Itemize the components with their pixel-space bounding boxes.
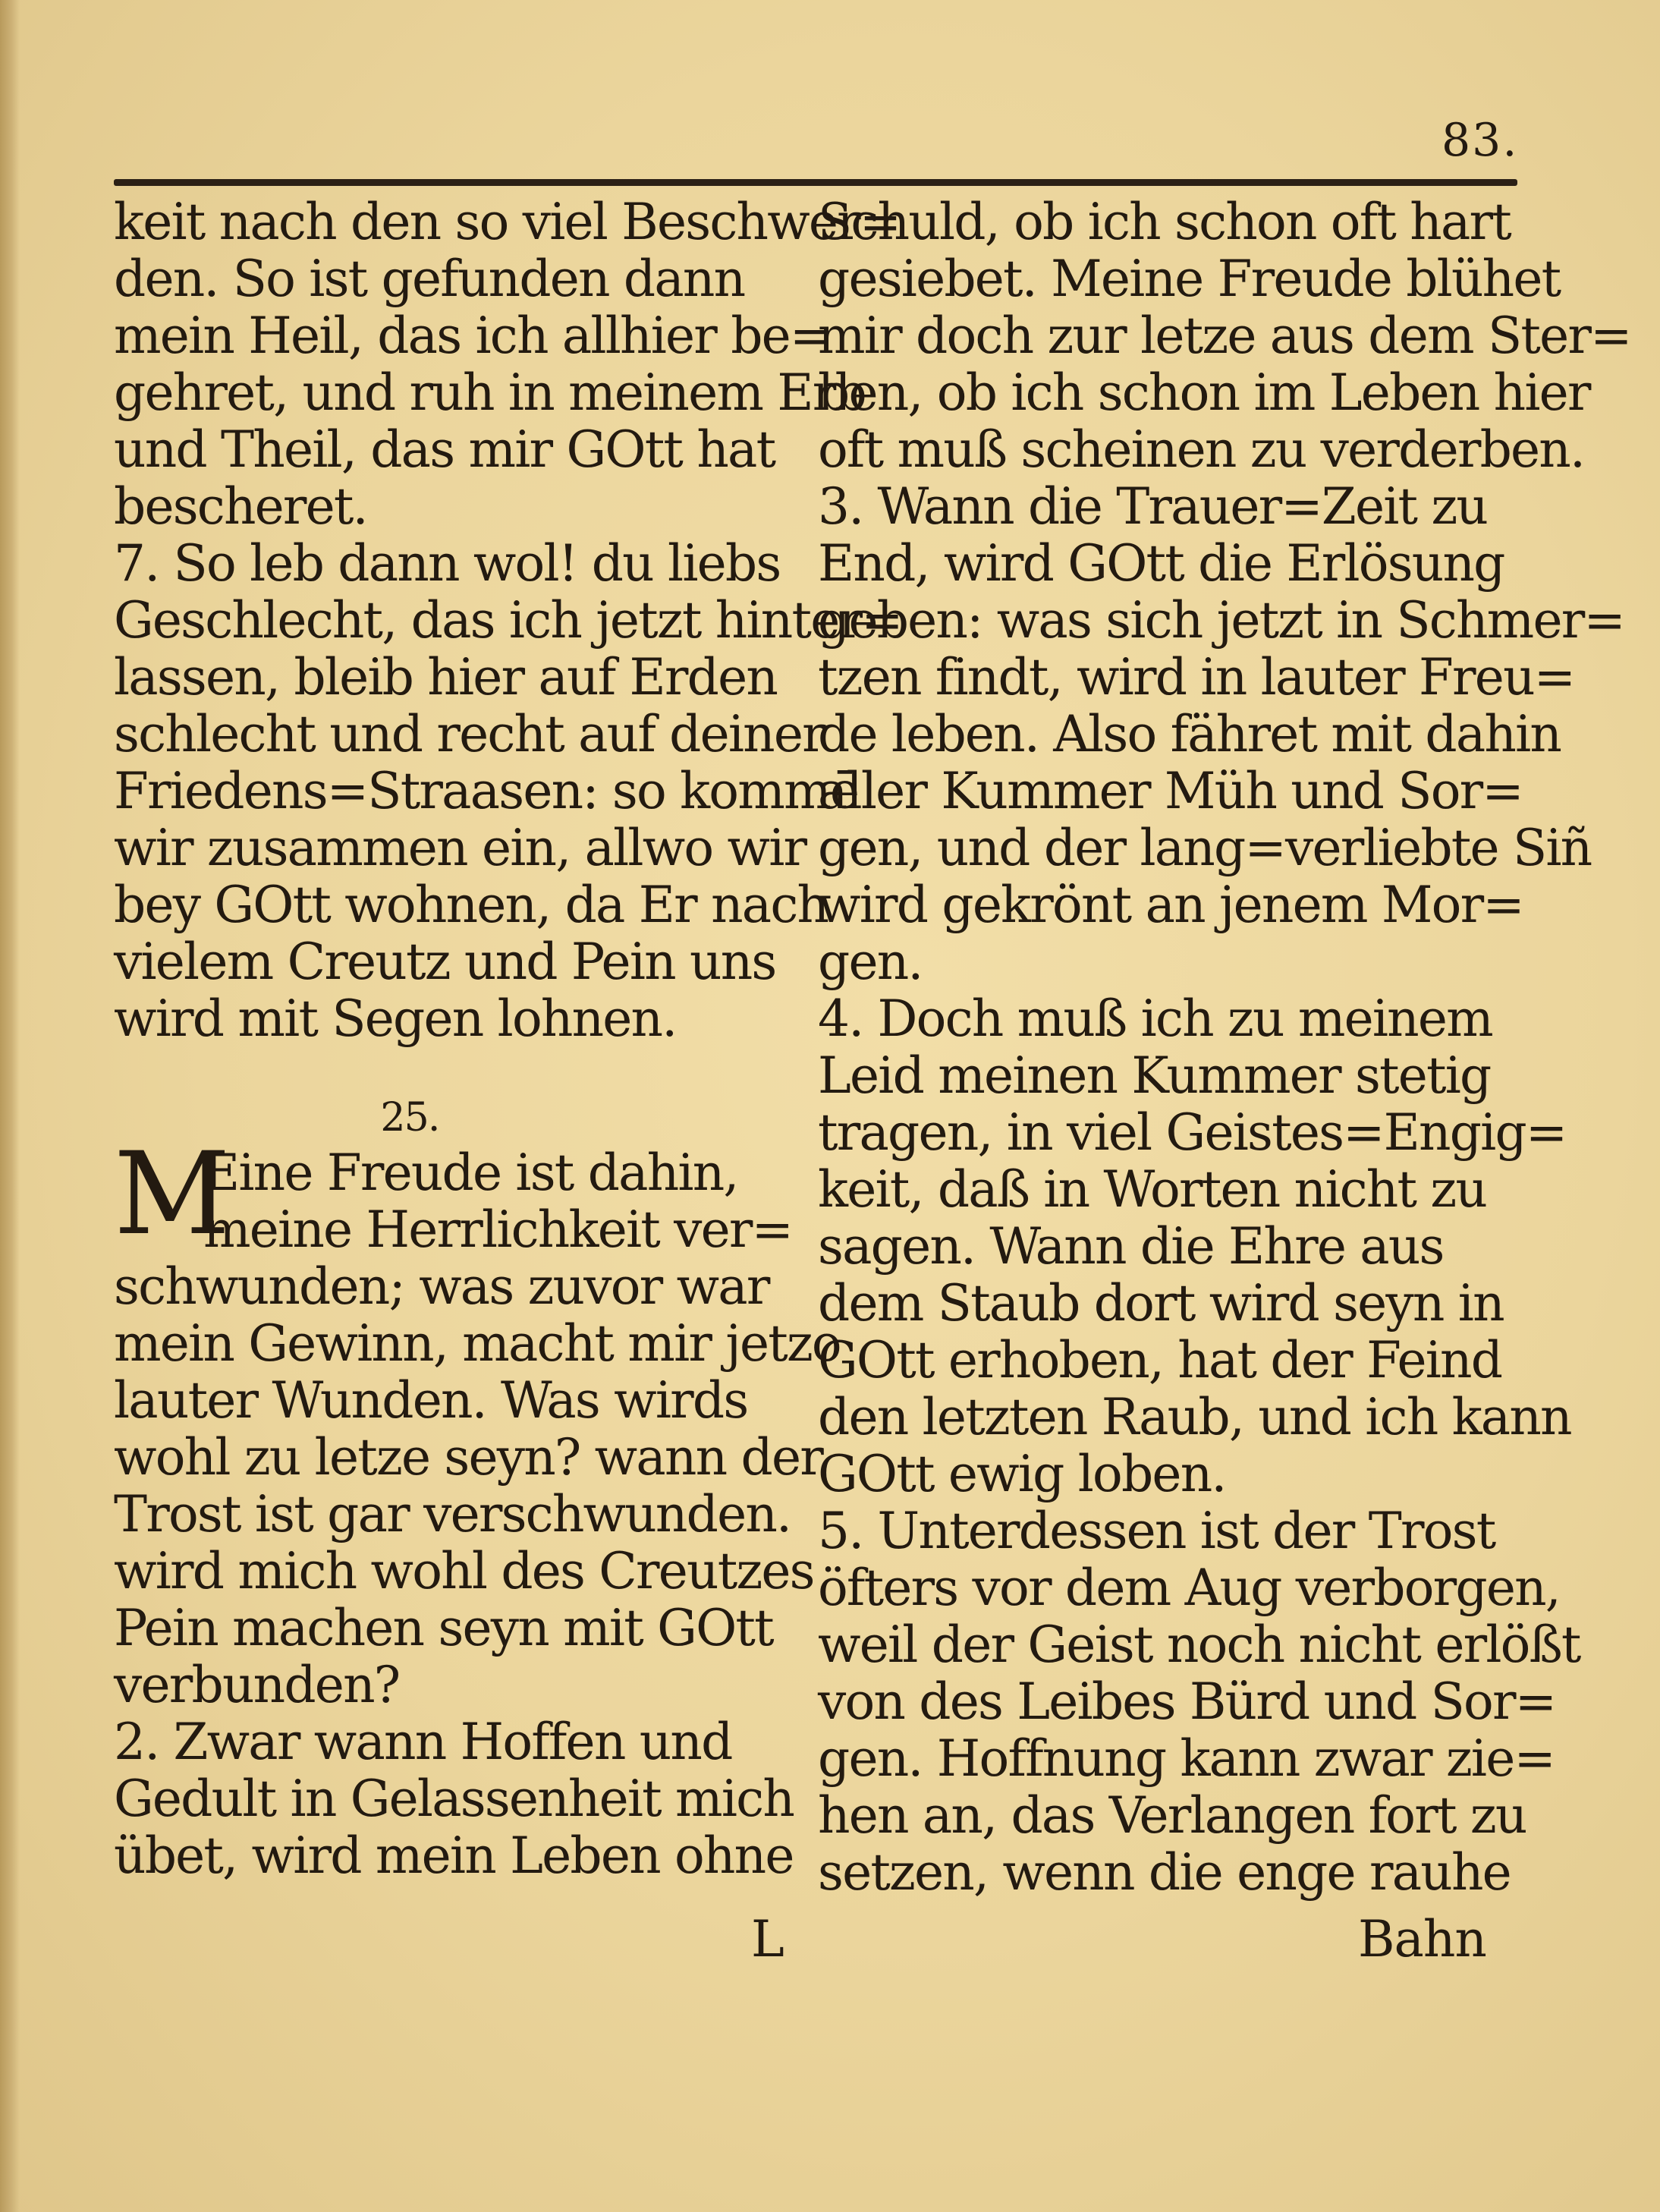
text-line: oft muß scheinen zu verderben.	[818, 420, 1585, 479]
text-line: gehret, und ruh in meinem Erb	[114, 363, 866, 422]
text-line: GOtt erhoben, hat der Feind	[818, 1331, 1502, 1389]
text-line: sagen. Wann die Ehre aus	[818, 1217, 1444, 1276]
text-line: schlecht und recht auf deiner	[114, 705, 825, 763]
text-line: ben, ob ich schon im Leben hier	[818, 363, 1590, 422]
stanza-gap	[114, 1047, 789, 1091]
right-text-column	[818, 193, 1631, 1902]
text-line: Trost ist gar verschwunden.	[114, 1485, 791, 1543]
text-line: übet, wird mein Leben ohne	[114, 1827, 794, 1885]
text-line: den letzten Raub, und ich kann	[818, 1388, 1571, 1446]
text-line: 3. Wann die Trauer=Zeit zu	[818, 477, 1488, 536]
hymn-number: 25.	[380, 1095, 439, 1141]
header-rule	[114, 179, 1517, 186]
text-line: setzen, wenn die enge rauhe	[818, 1843, 1511, 1902]
text-line: 2. Zwar wann Hoffen und	[114, 1713, 732, 1771]
text-line: gen. Hoffnung kann zwar zie=	[818, 1729, 1555, 1788]
text-line: gen.	[818, 933, 923, 991]
text-line: weil der Geist noch nicht erlößt	[818, 1616, 1580, 1674]
text-line: wird mich wohl des Creutzes	[114, 1542, 814, 1600]
text-line: Friedens=Straasen: so kommē	[114, 762, 859, 820]
text-line: bey GOtt wohnen, da Er nach	[114, 876, 828, 934]
text-line: Eine Freude ist dahin,	[203, 1144, 738, 1202]
text-line: Gedult in Gelassenheit mich	[114, 1770, 794, 1828]
left-column-lower-text	[114, 1257, 841, 1885]
text-line: wohl zu letze seyn? wann der	[114, 1428, 822, 1487]
text-line: den. So ist gefunden dann	[114, 250, 745, 308]
catchword: Bahn	[1358, 1910, 1486, 1968]
text-line: schwunden; was zuvor war	[114, 1257, 769, 1316]
text-line: bescheret.	[114, 477, 367, 536]
text-line: und Theil, das mir GOtt hat	[114, 420, 775, 479]
text-line: 7. So leb dann wol! du liebs	[114, 534, 781, 593]
text-line: tragen, in viel Geistes=Engig=	[818, 1103, 1567, 1162]
right-column-text	[818, 193, 1631, 1902]
text-line: End, wird GOtt die Erlösung	[818, 534, 1504, 593]
text-line: wird mit Segen lohnen.	[114, 990, 677, 1048]
text-line: aller Kummer Müh und Sor=	[818, 762, 1523, 820]
text-line: meine Herrlichkeit ver=	[203, 1200, 793, 1259]
text-line: Schuld, ob ich schon oft hart	[818, 193, 1511, 251]
text-line: lauter Wunden. Was wirds	[114, 1371, 748, 1430]
text-line: keit nach den so viel Beschwer=	[114, 193, 901, 251]
text-line: tzen findt, wird in lauter Freu=	[818, 648, 1575, 706]
text-line: Pein machen seyn mit GOtt	[114, 1599, 773, 1657]
text-line: gen, und der lang=verliebte Siñ	[818, 819, 1592, 877]
text-line: dem Staub dort wird seyn in	[818, 1274, 1504, 1333]
text-line: de leben. Also fähret mit dahin	[818, 705, 1561, 763]
text-line: 5. Unterdessen ist der Trost	[818, 1502, 1495, 1560]
page-number: 83.	[1441, 114, 1519, 167]
text-line: Leid meinen Kummer stetig	[818, 1046, 1491, 1105]
text-line: wir zusammen ein, allwo wir	[114, 819, 806, 877]
text-line: 4. Doch muß ich zu meinem	[818, 990, 1492, 1048]
left-column-upper-text	[114, 193, 902, 1048]
text-line: gesiebet. Meine Freude blühet	[818, 250, 1561, 308]
text-line: Geschlecht, das ich jetzt hinter=	[114, 591, 902, 650]
text-line: von des Leibes Bürd und Sor=	[818, 1672, 1556, 1731]
text-line: mir doch zur letze aus dem Ster=	[818, 307, 1631, 365]
text-line: hen an, das Verlangen fort zu	[818, 1786, 1526, 1845]
drop-cap: M	[114, 1128, 229, 1260]
text-line: lassen, bleib hier auf Erden	[114, 648, 778, 706]
text-line: mein Heil, das ich allhier be=	[114, 307, 831, 365]
text-line: öfters vor dem Aug verborgen,	[818, 1559, 1560, 1617]
text-line: vielem Creutz und Pein uns	[114, 933, 776, 991]
hymn-opening	[114, 1128, 793, 1260]
text-line: geben: was sich jetzt in Schmer=	[818, 591, 1624, 650]
text-line: wird gekrönt an jenem Mor=	[818, 876, 1523, 934]
text-line: GOtt ewig loben.	[818, 1445, 1226, 1503]
left-text-column	[114, 193, 902, 1885]
signature-mark: L	[751, 1910, 784, 1968]
page-gutter-shadow	[0, 0, 20, 2212]
text-line: verbunden?	[114, 1656, 400, 1714]
text-line: mein Gewinn, macht mir jetzo	[114, 1314, 841, 1373]
text-line: keit, daß in Worten nicht zu	[818, 1160, 1487, 1219]
